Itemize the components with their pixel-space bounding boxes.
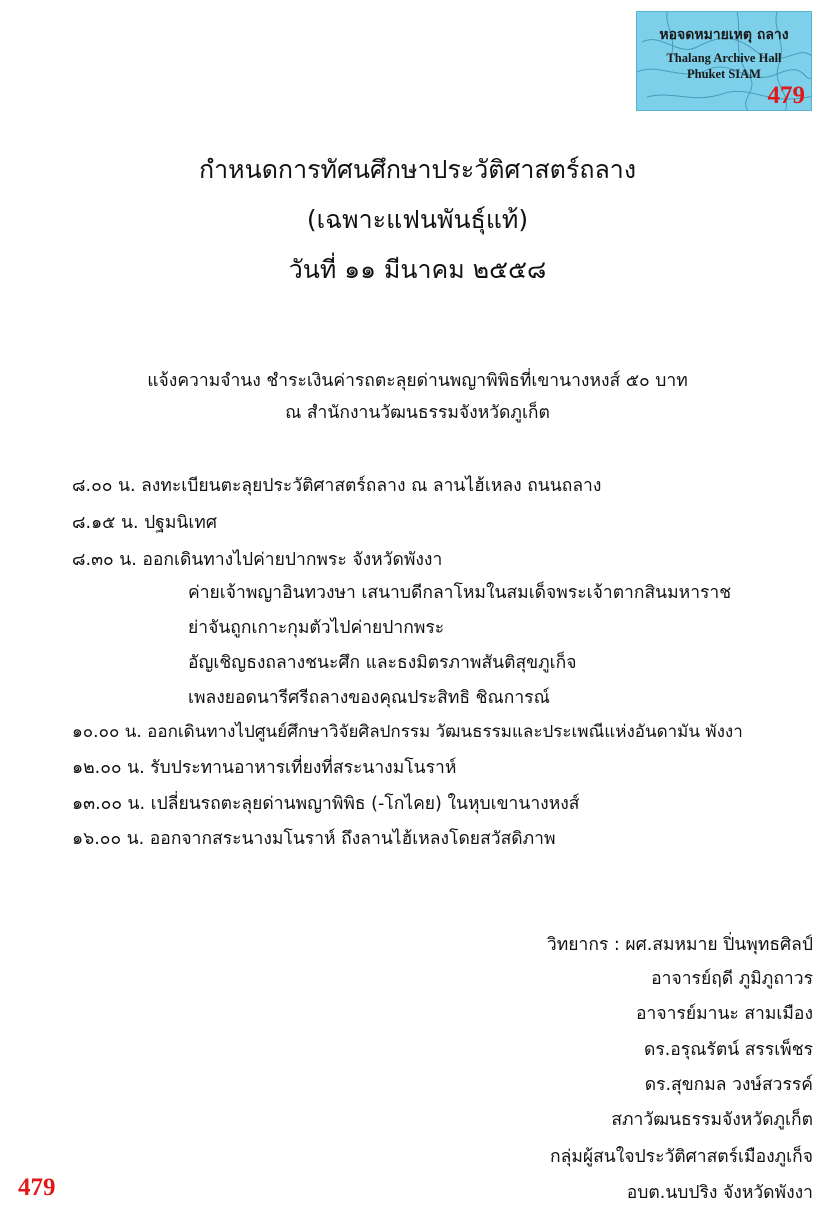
stamp-location: Phuket SIAM — [687, 67, 761, 81]
speaker-line: อาจารย์ฤดี ภูมิภูถาวร — [651, 969, 813, 989]
schedule-subitem: ค่ายเจ้าพญาอินทวงษา เสนาบดีกลาโหมในสมเด็จพระเจ้าตากสินมหาราช — [188, 583, 732, 603]
archive-stamp — [636, 11, 812, 111]
document-subtitle: (เฉพาะแฟนพันธุ์แท้) — [306, 205, 529, 234]
speaker-line: ดร.สุขกมล วงษ์สวรรค์ — [644, 1075, 813, 1095]
schedule-subitem: อัญเชิญธงถลางชนะศึก และธงมิตรภาพสันติสุขภูเก็จ — [188, 653, 577, 673]
document-date: วันที่ ๑๑ มีนาคม ๒๕๕๘ — [288, 255, 547, 284]
speaker-line: ดร.อรุณรัตน์ สรรเพ็ชร — [643, 1040, 813, 1060]
page-number: 479 — [18, 1174, 56, 1201]
schedule-subitem: ย่าจันถูกเกาะกุมตัวไปค่ายปากพระ — [188, 618, 445, 638]
schedule-item: ๘.๐๐ น. ลงทะเบียนตะลุยประวัติศาสตร์ถลาง ณ ลานไฮ้เหลง ถนนถลาง — [72, 476, 602, 496]
notice-location-line: ณ สำนักงานวัฒนธรรมจังหวัดภูเก็ต — [285, 403, 550, 423]
document-title: กำหนดการทัศนศึกษาประวัติศาสตร์ถลาง — [198, 155, 637, 184]
stamp-number: 479 — [767, 82, 805, 109]
schedule-subitem: เพลงยอดนารีศรีถลางของคุณประสิทธิ ชิณการณ์ — [188, 688, 550, 708]
stamp-english-title: Thalang Archive Hall — [666, 51, 782, 65]
schedule-item: ๑๐.๐๐ น. ออกเดินทางไปศูนย์ศึกษาวิจัยศิลปกรรม วัฒนธรรมและประเพณีแห่งอันดามัน พังงา — [72, 722, 743, 742]
organizer-line: กลุ่มผู้สนใจประวัติศาสตร์เมืองภูเก็จ — [550, 1147, 813, 1167]
schedule-item: ๘.๓๐ น. ออกเดินทางไปค่ายปากพระ จังหวัดพังงา — [72, 550, 443, 570]
schedule-item: ๑๖.๐๐ น. ออกจากสระนางมโนราห์ ถึงลานไฮ้เหลงโดยสวัสดิภาพ — [72, 829, 556, 849]
schedule-item: ๑๓.๐๐ น. เปลี่ยนรถตะลุยด่านพญาพิพิธ (-โกไคย) ในหุบเขานางหงส์ — [72, 794, 580, 814]
organizer-line: อบต.นบปริง จังหวัดพังงา — [626, 1183, 813, 1203]
speaker-line: วิทยากร : ผศ.สมหมาย ปิ่นพุทธศิลป์ — [546, 935, 813, 955]
organizer-line: สภาวัฒนธรรมจังหวัดภูเก็ต — [611, 1110, 813, 1130]
schedule-item: ๘.๑๕ น. ปฐมนิเทศ — [72, 513, 217, 533]
schedule-item: ๑๒.๐๐ น. รับประทานอาหารเที่ยงที่สระนางมโนราห์ — [72, 758, 457, 778]
notice-payment-line: แจ้งความจำนง ชำระเงินค่ารถตะลุยด่านพญาพิพิธที่เขานางหงส์ ๕๐ บาท — [147, 371, 688, 391]
stamp-thai-title: หอจดหมายเหตุ ถลาง — [659, 27, 789, 43]
speaker-line: อาจารย์มานะ สามเมือง — [636, 1004, 813, 1024]
